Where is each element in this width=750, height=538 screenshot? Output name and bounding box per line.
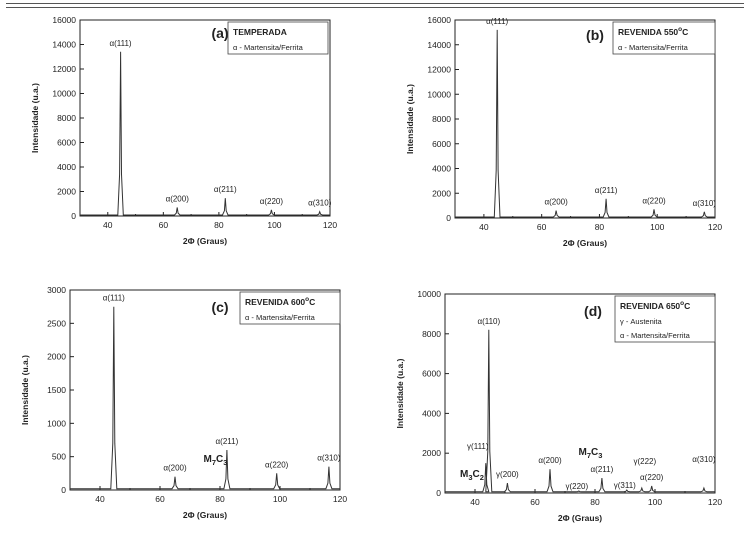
y-tick-label: 0: [61, 485, 66, 495]
y-tick-label: 10000: [52, 88, 76, 99]
compound-annotation: $M_7C_3$: [578, 447, 603, 461]
peak-label: α(111): [102, 293, 125, 303]
y-tick-label: 0: [71, 211, 76, 221]
x-tick-label: 60: [158, 220, 169, 230]
panel-label: (d): [584, 303, 602, 319]
y-tick-label: 4000: [57, 162, 76, 172]
legend: [240, 292, 340, 324]
peak-label: γ(111): [467, 442, 489, 452]
x-tick-label: 80: [594, 222, 605, 232]
chart-a-svg: [10, 10, 365, 260]
diffraction-curve: [80, 52, 330, 215]
y-tick-label: 1500: [47, 385, 66, 395]
y-tick-label: 8000: [57, 113, 76, 123]
x-tick-label: 40: [470, 497, 480, 507]
peak-label: γ(220): [565, 482, 589, 492]
compound-annotation: $M_7C_3$: [203, 454, 228, 467]
x-tick-label: 60: [536, 222, 547, 232]
legend: [615, 296, 715, 342]
y-tick-label: 8000: [432, 114, 451, 124]
x-tick-label: 60: [155, 494, 165, 504]
x-tick-label: 120: [707, 497, 723, 507]
x-axis-label: 2Φ (Graus): [182, 236, 228, 246]
peak-label: α(111): [486, 16, 509, 26]
x-axis-label: 2Φ (Graus): [557, 513, 603, 523]
legend-entry: α - Martensita/Ferrita: [618, 43, 688, 52]
y-tick-label: 14000: [52, 39, 76, 50]
peak-label: γ(222): [633, 457, 657, 467]
x-tick-label: 40: [95, 494, 105, 504]
x-tick-label: 100: [267, 220, 282, 230]
x-tick-label: 40: [479, 222, 489, 232]
y-tick-label: 2000: [57, 186, 76, 197]
y-tick-label: 12000: [52, 64, 76, 74]
chart-panel-d: [385, 278, 740, 533]
y-tick-label: 2000: [422, 448, 441, 459]
diffraction-curve: [445, 330, 715, 492]
peak-label: α(310): [308, 198, 332, 208]
chart-panel-a: [10, 10, 365, 260]
y-tick-label: 6000: [432, 138, 451, 149]
y-tick-label: 10000: [427, 89, 451, 100]
y-tick-label: 0: [446, 213, 451, 223]
y-tick-label: 16000: [427, 15, 451, 25]
y-axis-label: Intensidade (u.a.): [395, 358, 405, 429]
legend-entry: γ - Austenita: [620, 317, 662, 326]
peak-label: α(310): [692, 455, 716, 465]
y-tick-label: 6000: [422, 368, 441, 379]
peak-label: α(211): [213, 185, 237, 195]
panel-label: (c): [211, 299, 229, 315]
x-tick-label: 100: [272, 494, 288, 504]
y-tick-label: 2000: [432, 188, 451, 199]
peak-label: α(200): [163, 463, 187, 473]
x-tick-label: 80: [214, 220, 224, 230]
y-tick-label: 3000: [47, 285, 66, 295]
peak-label: α(220): [640, 473, 664, 483]
x-tick-label: 40: [103, 220, 113, 230]
peak-label: α(211): [590, 465, 614, 475]
x-tick-label: 80: [215, 494, 225, 504]
peak-label: α(200): [165, 194, 189, 204]
legend-title: TEMPERADA: [233, 27, 287, 37]
y-tick-label: 4000: [432, 163, 451, 174]
y-tick-label: 1000: [47, 418, 66, 429]
legend: [228, 22, 328, 54]
peak-label: α(200): [538, 456, 562, 466]
chart-c-svg: [10, 278, 365, 533]
y-axis-label: Intensidade (u.a.): [405, 84, 415, 154]
x-tick-label: 120: [332, 494, 348, 504]
legend-entry: α - Martensita/Ferrita: [245, 313, 315, 322]
peak-label: α(220): [265, 460, 289, 470]
panel-label: (a): [211, 25, 229, 41]
x-tick-label: 100: [647, 497, 663, 507]
y-tick-label: 10000: [417, 289, 441, 299]
y-tick-label: 2500: [47, 318, 66, 329]
legend-title: REVENIDA 550$^o$C: [618, 26, 689, 37]
peak-label: γ(200): [496, 470, 519, 480]
peak-label: α(200): [544, 197, 568, 207]
x-tick-label: 100: [650, 222, 665, 232]
chart-b-svg: [385, 10, 740, 260]
y-axis-label: Intensidade (u.a.): [20, 355, 30, 425]
x-axis-label: 2Φ (Graus): [182, 510, 228, 520]
y-axis-label: Intensidade (u.a.): [30, 83, 40, 153]
x-tick-label: 60: [530, 497, 540, 507]
chart-d-svg: [385, 278, 740, 533]
x-axis-label: 2Φ (Graus): [562, 238, 608, 248]
diffraction-curve: [455, 30, 715, 217]
y-tick-label: 0: [436, 488, 441, 498]
x-tick-label: 120: [322, 220, 338, 230]
peak-label: α(310): [692, 198, 716, 208]
y-tick-label: 8000: [422, 328, 441, 339]
peak-label: α(111): [109, 38, 132, 48]
y-tick-label: 4000: [422, 408, 441, 419]
y-tick-label: 14000: [427, 39, 451, 50]
legend-entry: α - Martensita/Ferrita: [233, 43, 303, 52]
peak-label: α(220): [642, 196, 666, 206]
peak-label: α(211): [215, 437, 239, 446]
y-tick-label: 12000: [427, 64, 451, 75]
peak-label: α(211): [594, 185, 618, 195]
legend-title: REVENIDA 600$^o$C: [245, 296, 316, 307]
y-tick-label: 2000: [47, 351, 66, 362]
peak-label: α(310): [317, 453, 341, 463]
peak-label: γ(311): [613, 481, 636, 491]
chart-panel-c: [10, 278, 365, 533]
legend-entry: α - Martensita/Ferrita: [620, 331, 690, 340]
y-tick-label: 500: [51, 451, 66, 462]
peak-label: α(220): [259, 196, 284, 206]
y-tick-label: 16000: [52, 15, 76, 25]
x-tick-label: 80: [590, 497, 600, 507]
y-tick-label: 6000: [57, 137, 76, 148]
chart-panel-b: [385, 10, 740, 260]
compound-annotation: $M_3C_2$: [460, 469, 484, 483]
panel-label: (b): [586, 27, 604, 43]
legend: [613, 22, 715, 54]
x-tick-label: 120: [707, 222, 723, 232]
peak-label: α(110): [477, 316, 501, 326]
legend-title: REVENIDA 650$^o$C: [620, 300, 691, 311]
